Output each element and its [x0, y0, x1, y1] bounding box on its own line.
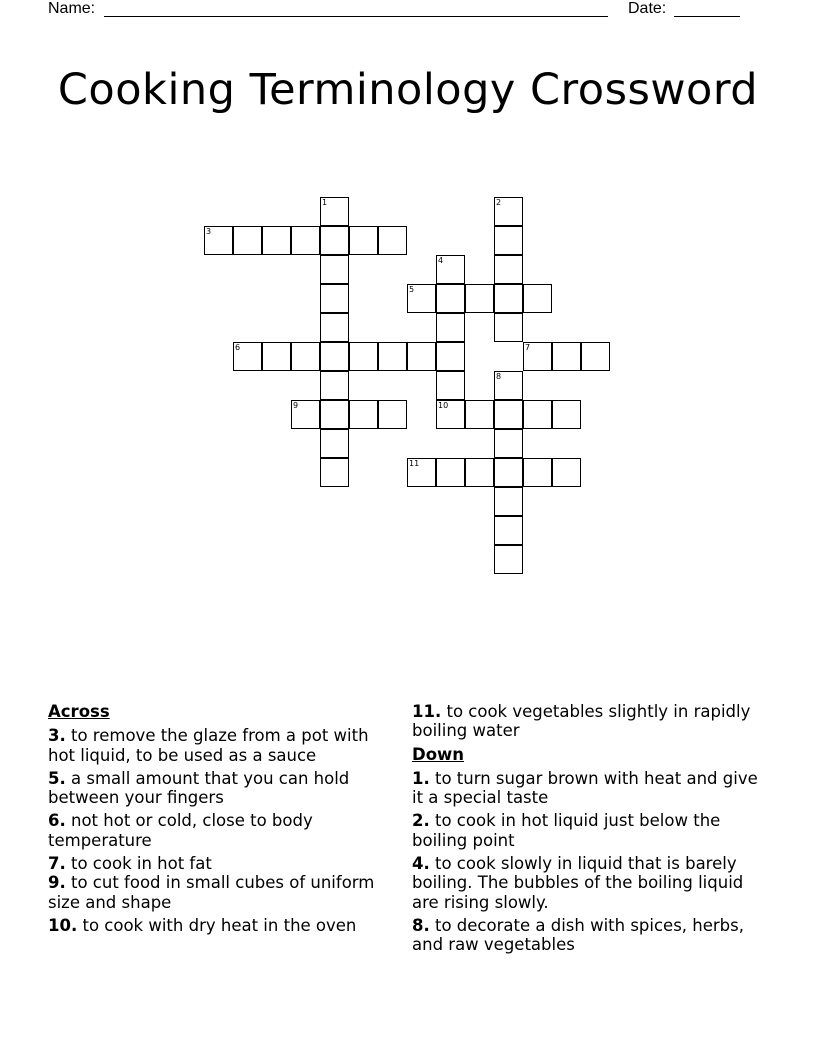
grid-cell[interactable] — [494, 313, 523, 342]
clue-text: to remove the glaze from a pot with hot liquid, to be used as a sauce — [48, 726, 369, 765]
grid-cell[interactable] — [320, 400, 349, 429]
clue-text: not hot or cold, close to body temperature — [48, 811, 313, 850]
grid-cell-4[interactable] — [436, 255, 465, 284]
grid-cell[interactable] — [291, 342, 320, 371]
clue-text: to decorate a dish with spices, herbs, and raw vegetables — [412, 915, 744, 955]
page-title: Cooking Terminology Crossword — [57, 64, 759, 115]
grid-cell[interactable] — [320, 342, 349, 371]
clue-number: 11. — [412, 702, 442, 721]
grid-cell-9[interactable] — [291, 400, 320, 429]
grid-cell[interactable] — [436, 284, 465, 313]
grid-cell[interactable] — [378, 342, 407, 371]
grid-cell[interactable] — [494, 255, 523, 284]
grid-cell[interactable] — [320, 458, 349, 487]
grid-cell[interactable] — [494, 400, 523, 429]
grid-cell[interactable] — [320, 226, 349, 255]
clues-right-column — [412, 702, 762, 959]
cell-number: 6 — [235, 343, 241, 352]
grid-cell[interactable] — [320, 284, 349, 313]
clue-across-7 — [48, 854, 393, 873]
clue-text: to turn sugar brown with heat and give it a special taste — [412, 768, 758, 808]
clue-number: 9. — [48, 873, 66, 893]
clue-text: to cook vegetables slightly in rapidly boiling water — [412, 702, 751, 741]
clue-down-4 — [412, 854, 762, 912]
grid-cell[interactable] — [407, 342, 436, 371]
grid-cell[interactable] — [320, 371, 349, 400]
grid-cell-11[interactable] — [407, 458, 436, 487]
grid-cell[interactable] — [320, 313, 349, 342]
cell-number: 3 — [206, 227, 212, 236]
grid-cell[interactable] — [523, 400, 552, 429]
clue-text: to cook with dry heat in the oven — [82, 915, 357, 935]
grid-cell[interactable] — [523, 284, 552, 313]
clue-number: 5. — [48, 768, 66, 788]
grid-cell-2[interactable] — [494, 197, 523, 226]
grid-cell[interactable] — [494, 487, 523, 516]
down-heading: Down — [412, 744, 465, 764]
grid-cell-10[interactable] — [436, 400, 465, 429]
clues-left-column — [48, 702, 393, 939]
grid-cell[interactable] — [349, 400, 378, 429]
clue-across-9 — [48, 873, 393, 912]
grid-cell[interactable] — [465, 458, 494, 487]
clue-number: 7. — [48, 854, 66, 874]
clue-across-6 — [48, 811, 393, 850]
clue-down-8 — [412, 916, 762, 955]
grid-cell[interactable] — [262, 226, 291, 255]
across-heading: Across — [48, 702, 110, 721]
grid-cell-7[interactable] — [523, 342, 552, 371]
clue-number: 4. — [412, 854, 430, 874]
grid-cell[interactable] — [465, 284, 494, 313]
grid-cell-8[interactable] — [494, 371, 523, 400]
grid-cell[interactable] — [552, 400, 581, 429]
clue-number: 3. — [48, 726, 66, 746]
grid-cell[interactable] — [436, 342, 465, 371]
grid-cell[interactable] — [378, 400, 407, 429]
grid-cell[interactable] — [494, 226, 523, 255]
grid-cell[interactable] — [552, 342, 581, 371]
clue-text: to cook in hot liquid just below the boiling point — [412, 811, 721, 850]
grid-cell[interactable] — [465, 400, 494, 429]
grid-cell[interactable] — [262, 342, 291, 371]
grid-cell[interactable] — [494, 516, 523, 545]
clue-down-1 — [412, 769, 762, 808]
grid-cell[interactable] — [494, 545, 523, 574]
clue-number: 8. — [412, 915, 430, 935]
grid-cell[interactable] — [320, 255, 349, 284]
grid-cell[interactable] — [494, 429, 523, 458]
cell-number: 11 — [409, 459, 420, 468]
clue-down-2 — [412, 811, 762, 850]
cell-number: 8 — [496, 372, 502, 381]
grid-cell[interactable] — [291, 226, 320, 255]
cell-number: 1 — [322, 198, 328, 207]
grid-cell-3[interactable] — [204, 226, 233, 255]
cell-number: 10 — [438, 401, 449, 410]
clue-number: 6. — [48, 811, 66, 831]
clue-text: a small amount that you can hold between your fingers — [48, 768, 350, 808]
grid-cell[interactable] — [494, 458, 523, 487]
clue-across-5 — [48, 769, 393, 808]
clue-number: 1. — [412, 768, 430, 788]
cell-number: 5 — [409, 285, 415, 294]
grid-cell[interactable] — [523, 458, 552, 487]
grid-cell[interactable] — [233, 226, 262, 255]
grid-cell[interactable] — [494, 284, 523, 313]
cell-number: 4 — [438, 256, 444, 265]
clue-text: to cook slowly in liquid that is barely boiling. The bubbles of the boiling liquid are rising slowly. — [412, 854, 744, 912]
grid-cell[interactable] — [320, 429, 349, 458]
cell-number: 2 — [496, 198, 502, 207]
cell-number: 9 — [293, 401, 299, 410]
clue-text: to cook in hot fat — [71, 854, 212, 874]
clue-number: 2. — [412, 811, 430, 831]
grid-cell[interactable] — [349, 226, 378, 255]
grid-cell[interactable] — [436, 458, 465, 487]
clue-text: to cut food in small cubes of uniform size and shape — [48, 873, 375, 912]
grid-cell[interactable] — [581, 342, 610, 371]
grid-cell[interactable] — [436, 313, 465, 342]
grid-cell[interactable] — [349, 342, 378, 371]
clue-across-10 — [48, 916, 393, 935]
clue-across-3 — [48, 726, 393, 765]
cell-number: 7 — [525, 343, 531, 352]
name-label: Name: — [48, 0, 96, 17]
grid-cell-5[interactable] — [407, 284, 436, 313]
clue-across-11 — [412, 702, 762, 741]
grid-cell-1[interactable] — [320, 197, 349, 226]
grid-cell[interactable] — [378, 226, 407, 255]
clue-number: 10. — [48, 915, 78, 935]
grid-cell[interactable] — [436, 371, 465, 400]
date-label: Date: — [628, 0, 667, 17]
grid-cell[interactable] — [552, 458, 581, 487]
grid-cell-6[interactable] — [233, 342, 262, 371]
